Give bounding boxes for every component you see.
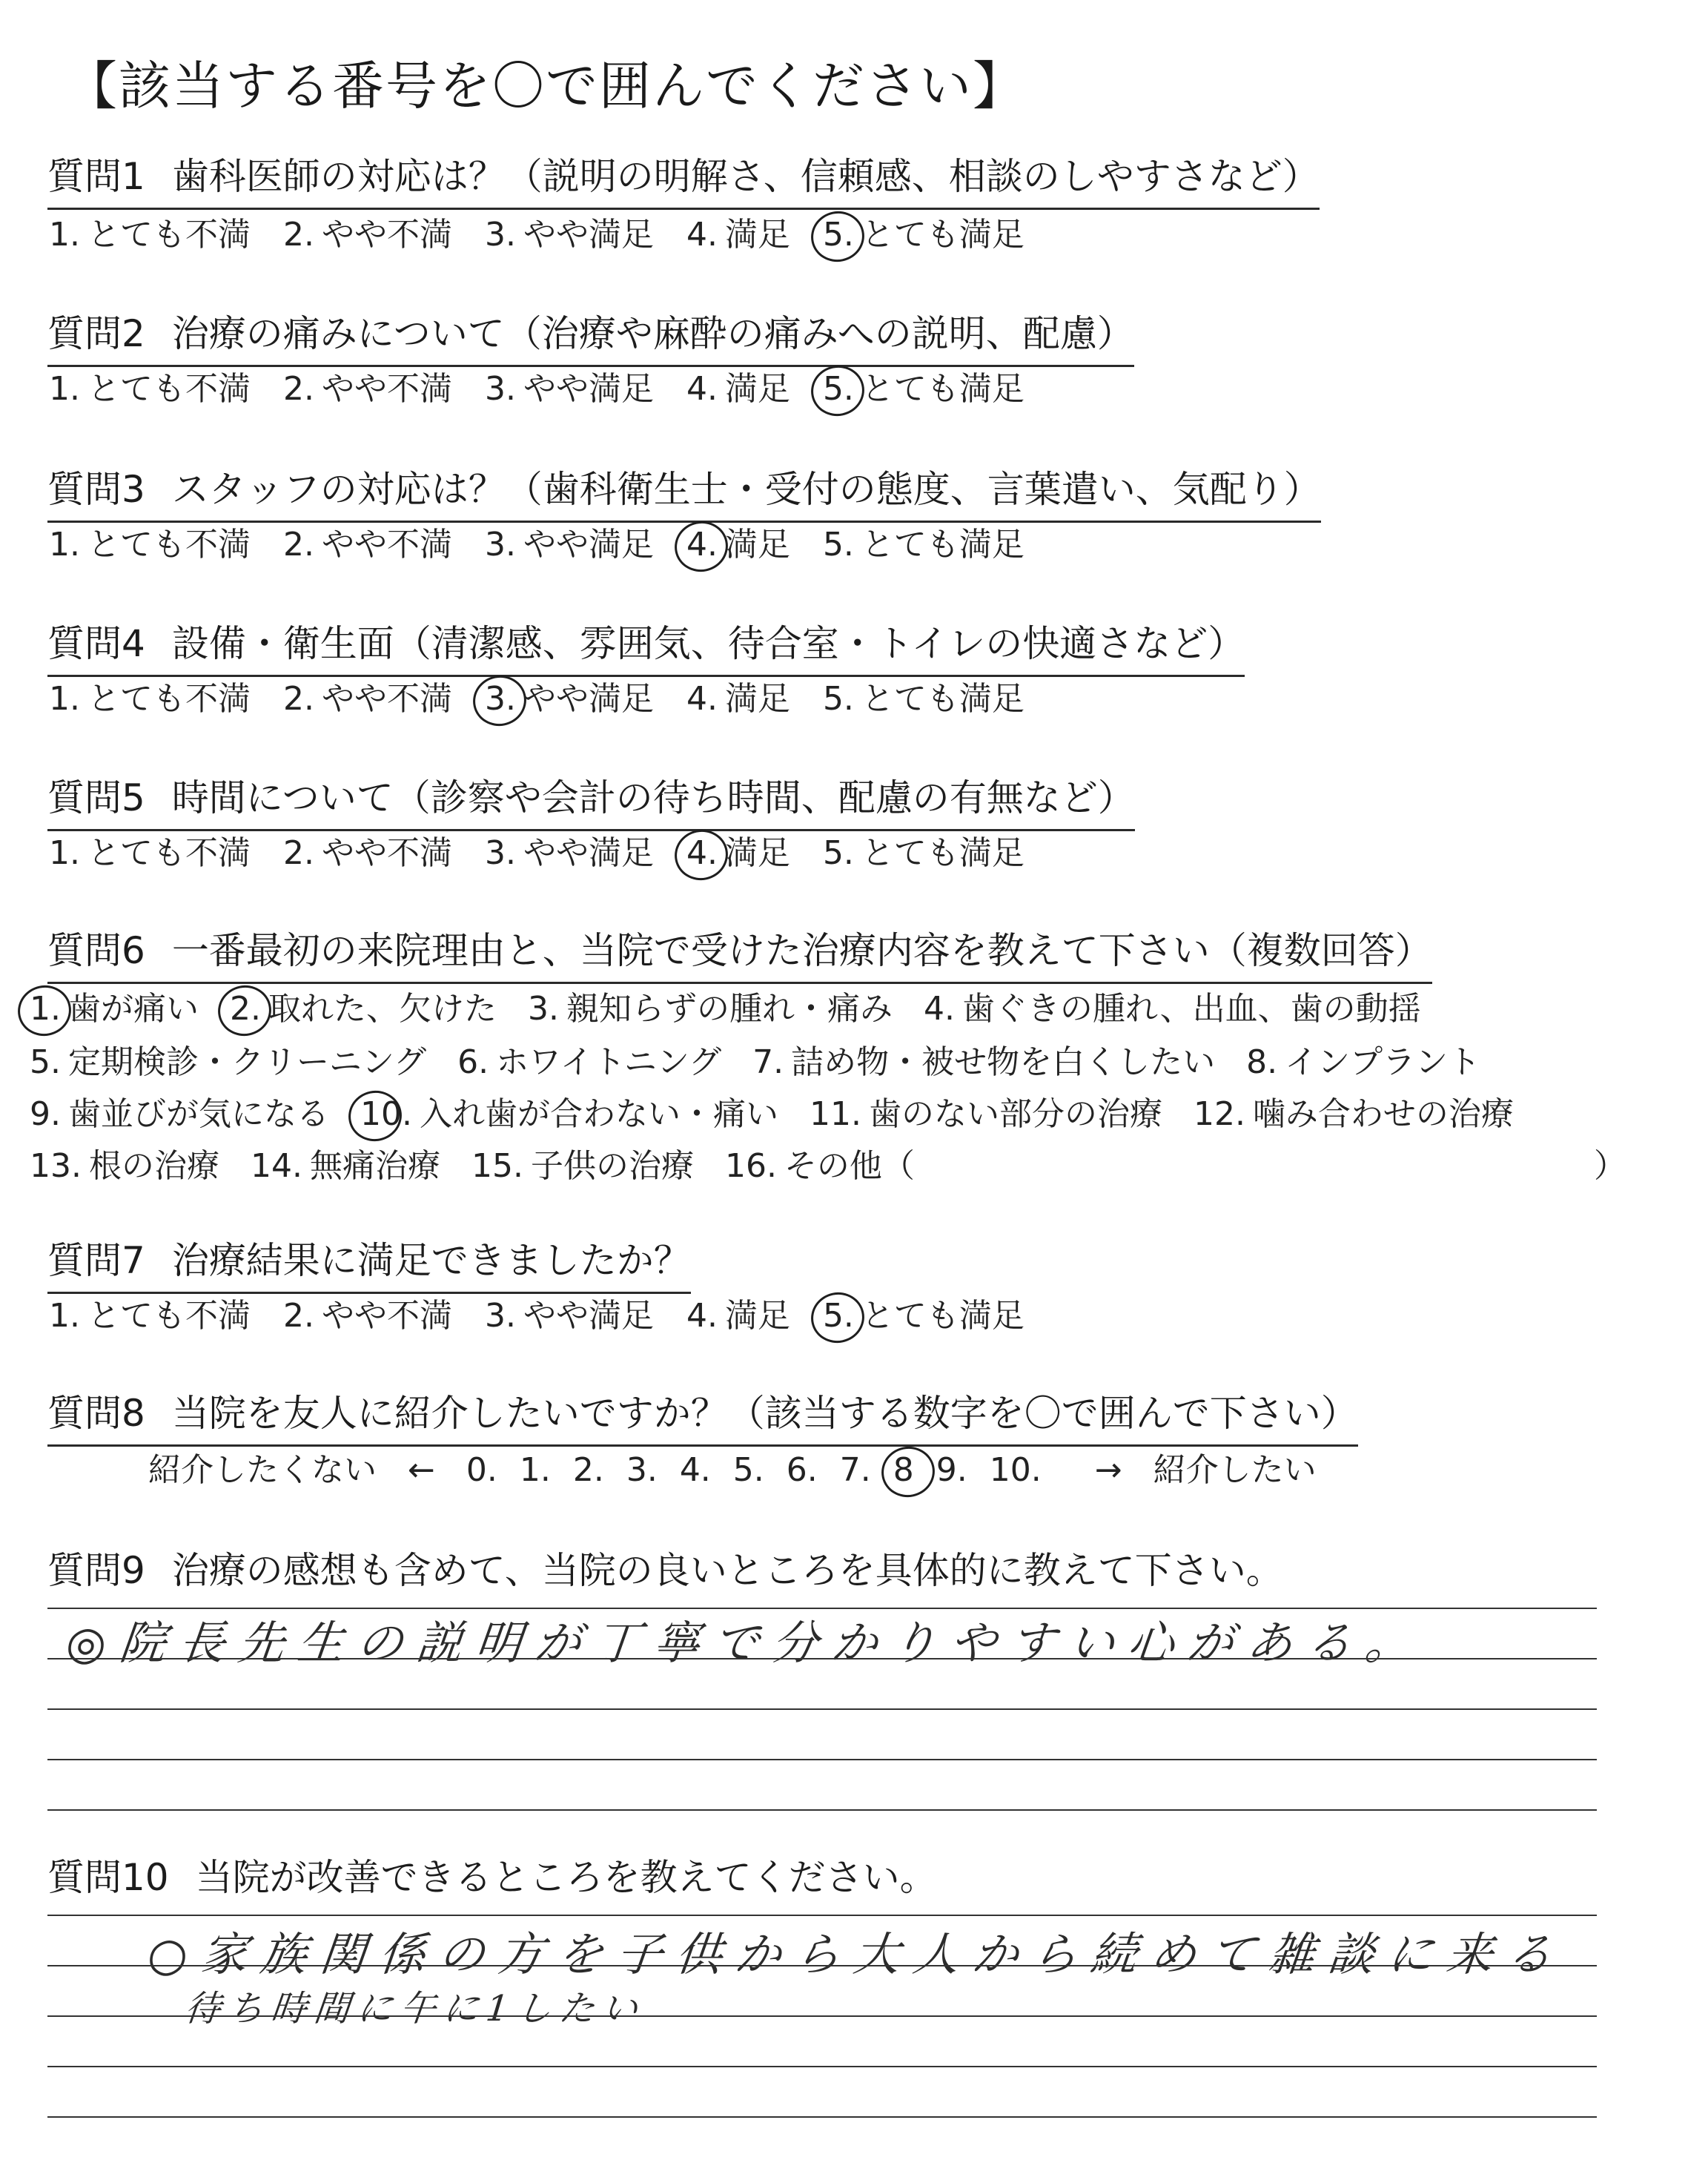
option-label: やや満足 <box>523 680 654 718</box>
q9-line-2 <box>47 1658 1597 1659</box>
scale-value[interactable]: 9. <box>936 1451 967 1489</box>
q8-text: 当院を友人に紹介したいですか？（該当する数字を〇で囲んで下さい） <box>171 1392 1358 1435</box>
option-label: やや満足 <box>523 834 654 872</box>
option-label: 歯のない部分の治療 <box>868 1095 1162 1133</box>
q10-line-3 <box>47 2015 1597 2017</box>
scale-value[interactable]: 3. <box>626 1451 658 1489</box>
circled-option-number: 5. <box>822 1297 854 1335</box>
option-label: やや不満 <box>321 1297 452 1335</box>
option-label: とても不満 <box>87 370 251 408</box>
option-number: 11. <box>809 1095 861 1133</box>
option-number: 5. <box>822 834 854 872</box>
option-2[interactable] <box>283 826 452 873</box>
q10-number: 質問10 <box>47 1856 169 1899</box>
q5-text: 時間について（診察や会計の待ち時間、配慮の有無など） <box>171 776 1135 819</box>
q6-row-1 <box>30 982 1452 1029</box>
option-number: 8. <box>1246 1043 1278 1081</box>
circled-option-number: 3. <box>484 680 516 718</box>
option-label: 満足 <box>724 370 790 408</box>
option-label: とても満足 <box>861 1297 1025 1335</box>
option-5[interactable] <box>823 826 1025 873</box>
option-number: 3. <box>484 526 516 564</box>
q2-title <box>47 304 1134 367</box>
q8-scale-values <box>466 1451 1064 1489</box>
option-5[interactable] <box>823 672 1025 719</box>
option-label: とても不満 <box>87 1297 251 1335</box>
option-number: 3. <box>484 370 516 408</box>
option-4[interactable] <box>686 518 790 565</box>
scale-value[interactable]: 2. <box>572 1451 604 1489</box>
option-label: ホワイトニング <box>496 1043 722 1081</box>
q9-number: 質問9 <box>47 1549 145 1592</box>
q6-option[interactable] <box>30 1035 426 1083</box>
q6-option[interactable] <box>1246 1035 1480 1083</box>
q6-option[interactable] <box>30 1139 219 1186</box>
q6-title <box>47 921 1432 984</box>
option-label: 親知らずの腫れ・痛み <box>566 990 893 1028</box>
option-4[interactable] <box>686 826 790 873</box>
option-4[interactable] <box>686 672 790 719</box>
option-number: 4. <box>686 680 718 718</box>
right-arrow-icon: → <box>1094 1451 1122 1489</box>
option-number: 1. <box>49 680 80 718</box>
option-label: やや不満 <box>321 680 452 718</box>
option-1[interactable] <box>49 518 251 565</box>
scale-value[interactable]: 5. <box>732 1451 764 1489</box>
option-5[interactable] <box>823 1289 1025 1336</box>
option-label: やや不満 <box>321 526 452 564</box>
option-label: とても満足 <box>861 370 1025 408</box>
q6-option[interactable] <box>725 1139 915 1186</box>
option-3[interactable] <box>485 362 654 409</box>
option-number: 15. <box>471 1147 523 1185</box>
option-label: 入れ歯が合わない・痛い <box>419 1095 778 1133</box>
scale-value-circled[interactable]: 8 <box>893 1451 914 1489</box>
q2-options <box>49 362 1057 409</box>
q8-number: 質問8 <box>47 1392 145 1435</box>
option-label: やや満足 <box>523 526 654 564</box>
option-3[interactable] <box>485 518 654 565</box>
option-label: 満足 <box>724 834 790 872</box>
option-1[interactable] <box>49 362 251 409</box>
option-number: 4. <box>686 1297 718 1335</box>
option-label: とても満足 <box>861 680 1025 718</box>
option-number: 5. <box>822 680 854 718</box>
option-label: やや満足 <box>523 370 654 408</box>
option-number: 2. <box>282 216 314 254</box>
option-label: 満足 <box>724 216 790 254</box>
q9-title <box>47 1541 1283 1602</box>
option-5[interactable] <box>823 208 1025 255</box>
q6-option[interactable] <box>1194 1087 1514 1135</box>
option-number: 2. <box>282 526 314 564</box>
option-label: 定期検診・クリーニング <box>67 1043 427 1081</box>
q8-left-label: 紹介したくない <box>148 1451 377 1489</box>
option-number: 3. <box>484 216 516 254</box>
option-number: 14. <box>250 1147 302 1185</box>
q8-scale <box>148 1443 1317 1490</box>
option-label: 取れた、欠けた <box>268 990 497 1028</box>
option-1[interactable] <box>49 208 251 255</box>
q10-handwritten-answer-1: ○家族関係の方を子供から大人から続めて雑談に来る <box>145 1927 1569 1981</box>
option-label: とても満足 <box>861 216 1025 254</box>
option-label: とても不満 <box>87 680 251 718</box>
q7-number: 質問7 <box>47 1239 145 1282</box>
option-number: 5. <box>30 1043 61 1081</box>
q2-number: 質問2 <box>47 312 145 355</box>
q1-number: 質問1 <box>47 155 145 198</box>
option-label: とても不満 <box>87 216 251 254</box>
option-label: その他（ <box>784 1147 915 1185</box>
option-5[interactable] <box>823 362 1025 409</box>
q10-text: 当院が改善できるところを教えてください。 <box>195 1856 937 1899</box>
q3-text: スタッフの対応は？（歯科衛生士・受付の態度、言葉遣い、気配り） <box>171 468 1321 511</box>
option-1[interactable] <box>49 1289 251 1336</box>
circled-option-number: 5. <box>822 370 854 408</box>
q9-line-3 <box>47 1708 1597 1710</box>
option-4[interactable] <box>686 208 790 255</box>
option-label: 歯ぐきの腫れ、出血、歯の動揺 <box>961 990 1421 1028</box>
q6-option[interactable] <box>30 982 199 1029</box>
q6-option[interactable] <box>924 982 1421 1029</box>
option-number: 2. <box>282 1297 314 1335</box>
q6-option[interactable] <box>360 1087 778 1135</box>
option-label: 噛み合わせの治療 <box>1252 1095 1514 1133</box>
q4-text: 設備・衛生面（清潔感、雰囲気、待合室・トイレの快適さなど） <box>171 622 1245 665</box>
option-number: 12. <box>1193 1095 1245 1133</box>
option-3[interactable] <box>485 826 654 873</box>
q8-title <box>47 1384 1358 1447</box>
circled-option-number: 2. <box>229 990 261 1028</box>
q6-option[interactable] <box>752 1035 1215 1083</box>
circled-option-number: 10. <box>360 1095 412 1133</box>
option-label: やや満足 <box>523 216 654 254</box>
q3-options <box>49 518 1057 565</box>
q10-handwritten-answer-2: 待ち時間に午に1したい <box>182 1988 648 2029</box>
option-1[interactable] <box>49 672 251 719</box>
option-2[interactable] <box>283 1289 452 1336</box>
q6-option[interactable] <box>810 1087 1162 1135</box>
q8-right-label: 紹介したい <box>1153 1451 1317 1489</box>
q6-option[interactable] <box>251 1139 440 1186</box>
q6-other-close: ） <box>1594 1147 1626 1185</box>
circled-option-number: 4. <box>686 834 718 872</box>
q6-option[interactable] <box>30 1087 329 1135</box>
option-1[interactable] <box>49 826 251 873</box>
option-number: 3. <box>527 990 559 1028</box>
q6-option[interactable] <box>528 982 893 1029</box>
option-number: 4. <box>923 990 955 1028</box>
option-2[interactable] <box>283 362 452 409</box>
option-2[interactable] <box>283 672 452 719</box>
option-number: 1. <box>49 1297 80 1335</box>
q6-row-4 <box>30 1139 946 1186</box>
option-number: 6. <box>457 1043 489 1081</box>
option-number: 3. <box>484 834 516 872</box>
option-label: インプラント <box>1285 1043 1481 1081</box>
q10-line-2 <box>47 1965 1597 1966</box>
circled-option-number: 4. <box>686 526 718 564</box>
q6-option[interactable] <box>230 982 497 1029</box>
q4-number: 質問4 <box>47 622 145 665</box>
q7-text: 治療結果に満足できましたか？ <box>171 1239 691 1282</box>
option-2[interactable] <box>283 208 452 255</box>
option-number: 2. <box>282 370 314 408</box>
q7-options <box>49 1289 1057 1336</box>
scale-value[interactable]: 1. <box>519 1451 551 1489</box>
option-number: 16. <box>724 1147 777 1185</box>
q7-title <box>47 1231 691 1294</box>
q1-text: 歯科医師の対応は？（説明の明解さ、信頼感、相談のしやすさなど） <box>171 155 1320 198</box>
option-label: 歯並びが気になる <box>67 1095 329 1133</box>
scale-value[interactable]: 10. <box>989 1451 1042 1489</box>
q1-title <box>47 147 1320 210</box>
q1-options <box>49 208 1057 255</box>
option-label: とても不満 <box>87 834 251 872</box>
q9-handwritten-answer: ◎院長先生の説明が丁寧で分かりやすい心がある。 <box>63 1616 1428 1670</box>
option-number: 1. <box>49 216 80 254</box>
q2-text: 治療の痛みについて（治療や麻酔の痛みへの説明、配慮） <box>171 312 1134 355</box>
option-number: 4. <box>686 216 718 254</box>
q5-title <box>47 768 1135 831</box>
scale-value[interactable]: 0. <box>466 1451 497 1489</box>
q6-option[interactable] <box>457 1035 721 1083</box>
q4-options <box>49 672 1057 719</box>
option-label: やや不満 <box>321 834 452 872</box>
page-header: 【該当する番号を〇で囲んでください】 <box>65 56 1026 116</box>
option-label: 根の治療 <box>88 1147 219 1185</box>
q6-row-2 <box>30 1035 1512 1083</box>
option-number: 13. <box>30 1147 82 1185</box>
q6-text: 一番最初の来院理由と、当院で受けた治療内容を教えて下さい（複数回答） <box>171 929 1432 972</box>
q9-text: 治療の感想も含めて、当院の良いところを具体的に教えて下さい。 <box>171 1549 1283 1592</box>
option-number: 1. <box>49 834 80 872</box>
q3-title <box>47 460 1321 523</box>
option-label: やや不満 <box>321 216 452 254</box>
option-label: とても不満 <box>87 526 251 564</box>
option-label: 無痛治療 <box>309 1147 440 1185</box>
option-number: 9. <box>30 1095 61 1133</box>
q9-line-4 <box>47 1759 1597 1760</box>
option-label: 歯が痛い <box>67 990 199 1028</box>
left-arrow-icon: ← <box>408 1451 435 1489</box>
q6-row-3 <box>30 1087 1545 1135</box>
option-2[interactable] <box>283 518 452 565</box>
option-label: とても満足 <box>861 526 1025 564</box>
option-3[interactable] <box>485 208 654 255</box>
q10-line-1 <box>47 1915 1597 1916</box>
q5-options <box>49 826 1057 873</box>
option-4[interactable] <box>686 362 790 409</box>
option-number: 3. <box>484 1297 516 1335</box>
option-number: 7. <box>752 1043 784 1081</box>
option-number: 5. <box>822 526 854 564</box>
option-5[interactable] <box>823 518 1025 565</box>
option-label: 子供の治療 <box>530 1147 694 1185</box>
q10-line-4 <box>47 2066 1597 2067</box>
circled-option-number: 1. <box>30 990 61 1028</box>
q4-title <box>47 614 1245 677</box>
q5-number: 質問5 <box>47 776 145 819</box>
option-number: 1. <box>49 370 80 408</box>
option-3[interactable] <box>485 1289 654 1336</box>
option-number: 2. <box>282 834 314 872</box>
option-3[interactable] <box>485 672 654 719</box>
q3-number: 質問3 <box>47 468 145 511</box>
option-number: 1. <box>49 526 80 564</box>
option-label: やや満足 <box>523 1297 654 1335</box>
scale-value[interactable]: 6. <box>786 1451 818 1489</box>
option-label: とても満足 <box>861 834 1025 872</box>
option-4[interactable] <box>686 1289 790 1336</box>
option-number: 4. <box>686 370 718 408</box>
option-label: 満足 <box>724 680 790 718</box>
option-label: やや不満 <box>321 370 452 408</box>
scale-value[interactable]: 7. <box>839 1451 871 1489</box>
q9-line-5 <box>47 1809 1597 1811</box>
option-label: 満足 <box>724 1297 790 1335</box>
scale-value[interactable]: 4. <box>679 1451 711 1489</box>
option-number: 2. <box>282 680 314 718</box>
q10-title <box>47 1848 937 1909</box>
q6-option[interactable] <box>471 1139 694 1186</box>
q10-line-5 <box>47 2116 1597 2118</box>
q6-number: 質問6 <box>47 929 145 972</box>
option-label: 満足 <box>724 526 790 564</box>
option-label: 詰め物・被せ物を白くしたい <box>791 1043 1216 1081</box>
circled-option-number: 5. <box>822 216 854 254</box>
